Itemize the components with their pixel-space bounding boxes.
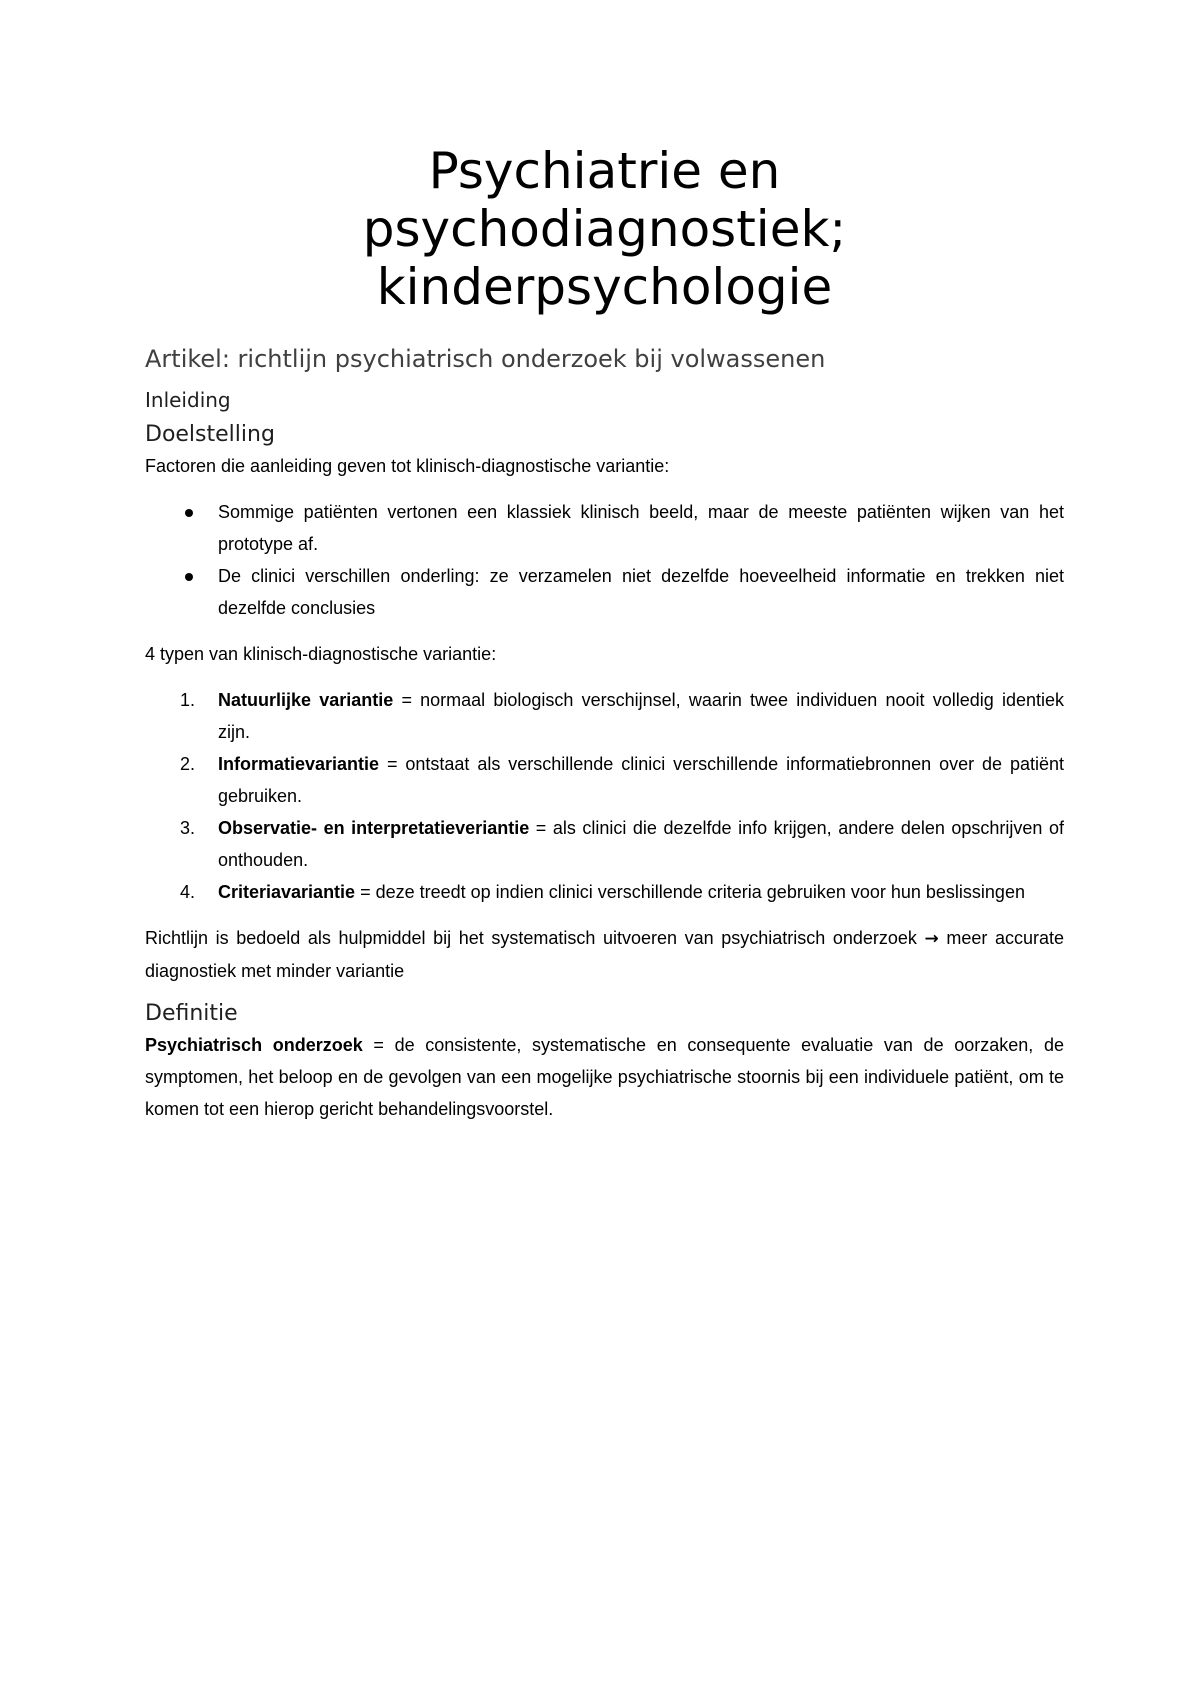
numbered-item [145,748,1064,812]
numbered-item [145,812,1064,876]
heading-inleiding: Inleiding [145,388,231,412]
article-subtitle: Artikel: richtlijn psychiatrisch onderzoek bij volwassenen [145,345,826,373]
item-term: Criteriavariantie [218,882,356,902]
factor-bullet-list [145,496,1064,624]
item-term: Informatievariantie [218,754,380,774]
doelstelling-intro: Factoren die aanleiding geven tot klinisch-diagnostische variantie: [145,456,670,476]
heading-definitie: Definitie [145,1001,238,1026]
numbered-item [145,876,1064,908]
item-term: Observatie- en interpretatieveriantie [218,818,530,838]
bullet-item [145,496,1064,560]
title-line: kinderpsychologie [376,258,833,316]
heading-doelstelling: Doelstelling [145,422,275,447]
item-number: 2. [180,754,196,774]
item-description: = ontstaat als verschillende clinici verschillende informatiebronnen over de patiënt gebruiken. [218,754,1064,806]
richtlijn-paragraph [145,922,1064,987]
item-description: = normaal biologisch verschijnsel, waarin twee individuen nooit volledig identiek zijn. [218,690,1064,742]
richtlijn-conclusion: meer accurate diagnostiek met minder variantie [145,928,1064,981]
variance-types-list [145,684,1064,908]
item-number: 3. [180,818,196,838]
bullet-text: De clinici verschillen onderling: ze verzamelen niet dezelfde hoeveelheid informatie en trekken niet dezelfde conclusies [218,566,1064,618]
definitie-paragraph [145,1029,1064,1125]
item-number: 4. [180,882,196,902]
title-line: Psychiatrie en [428,142,781,200]
numbered-item [145,684,1064,748]
bullet-text: Sommige patiënten vertonen een klassiek klinisch beeld, maar de meeste patiënten wijken van het prototype af. [218,502,1064,554]
bullet-item [145,560,1064,624]
arrow-right-icon: → [924,929,939,949]
item-description: = als clinici die dezelfde info krijgen, andere delen opschrijven of onthouden. [218,818,1065,870]
bullet-icon [185,509,193,517]
richtlijn-text: Richtlijn is bedoeld als hulpmiddel bij het systematisch uitvoeren van psychiatrisch onderzoek [145,928,925,948]
item-term: Natuurlijke variantie [218,690,394,710]
definition-text: = de consistente, systematische en consequente evaluatie van de oorzaken, de symptomen, het beloop en de gevolgen van een mogelijke psychiatrische stoornis bij een individuele patiënt, om te komen tot een hierop gericht behandelingsvoorstel. [145,1035,1064,1119]
bullet-icon [185,573,193,581]
types-intro: 4 typen van klinisch-diagnostische variantie: [145,644,497,664]
definition-term: Psychiatrisch onderzoek [145,1035,363,1055]
title-line: psychodiagnostiek; [362,200,847,258]
item-description: = deze treedt op indien clinici verschillende criteria gebruiken voor hun beslissingen [355,882,1025,902]
document-title [145,142,1064,316]
item-number: 1. [180,690,196,710]
document-content [145,142,1064,1125]
